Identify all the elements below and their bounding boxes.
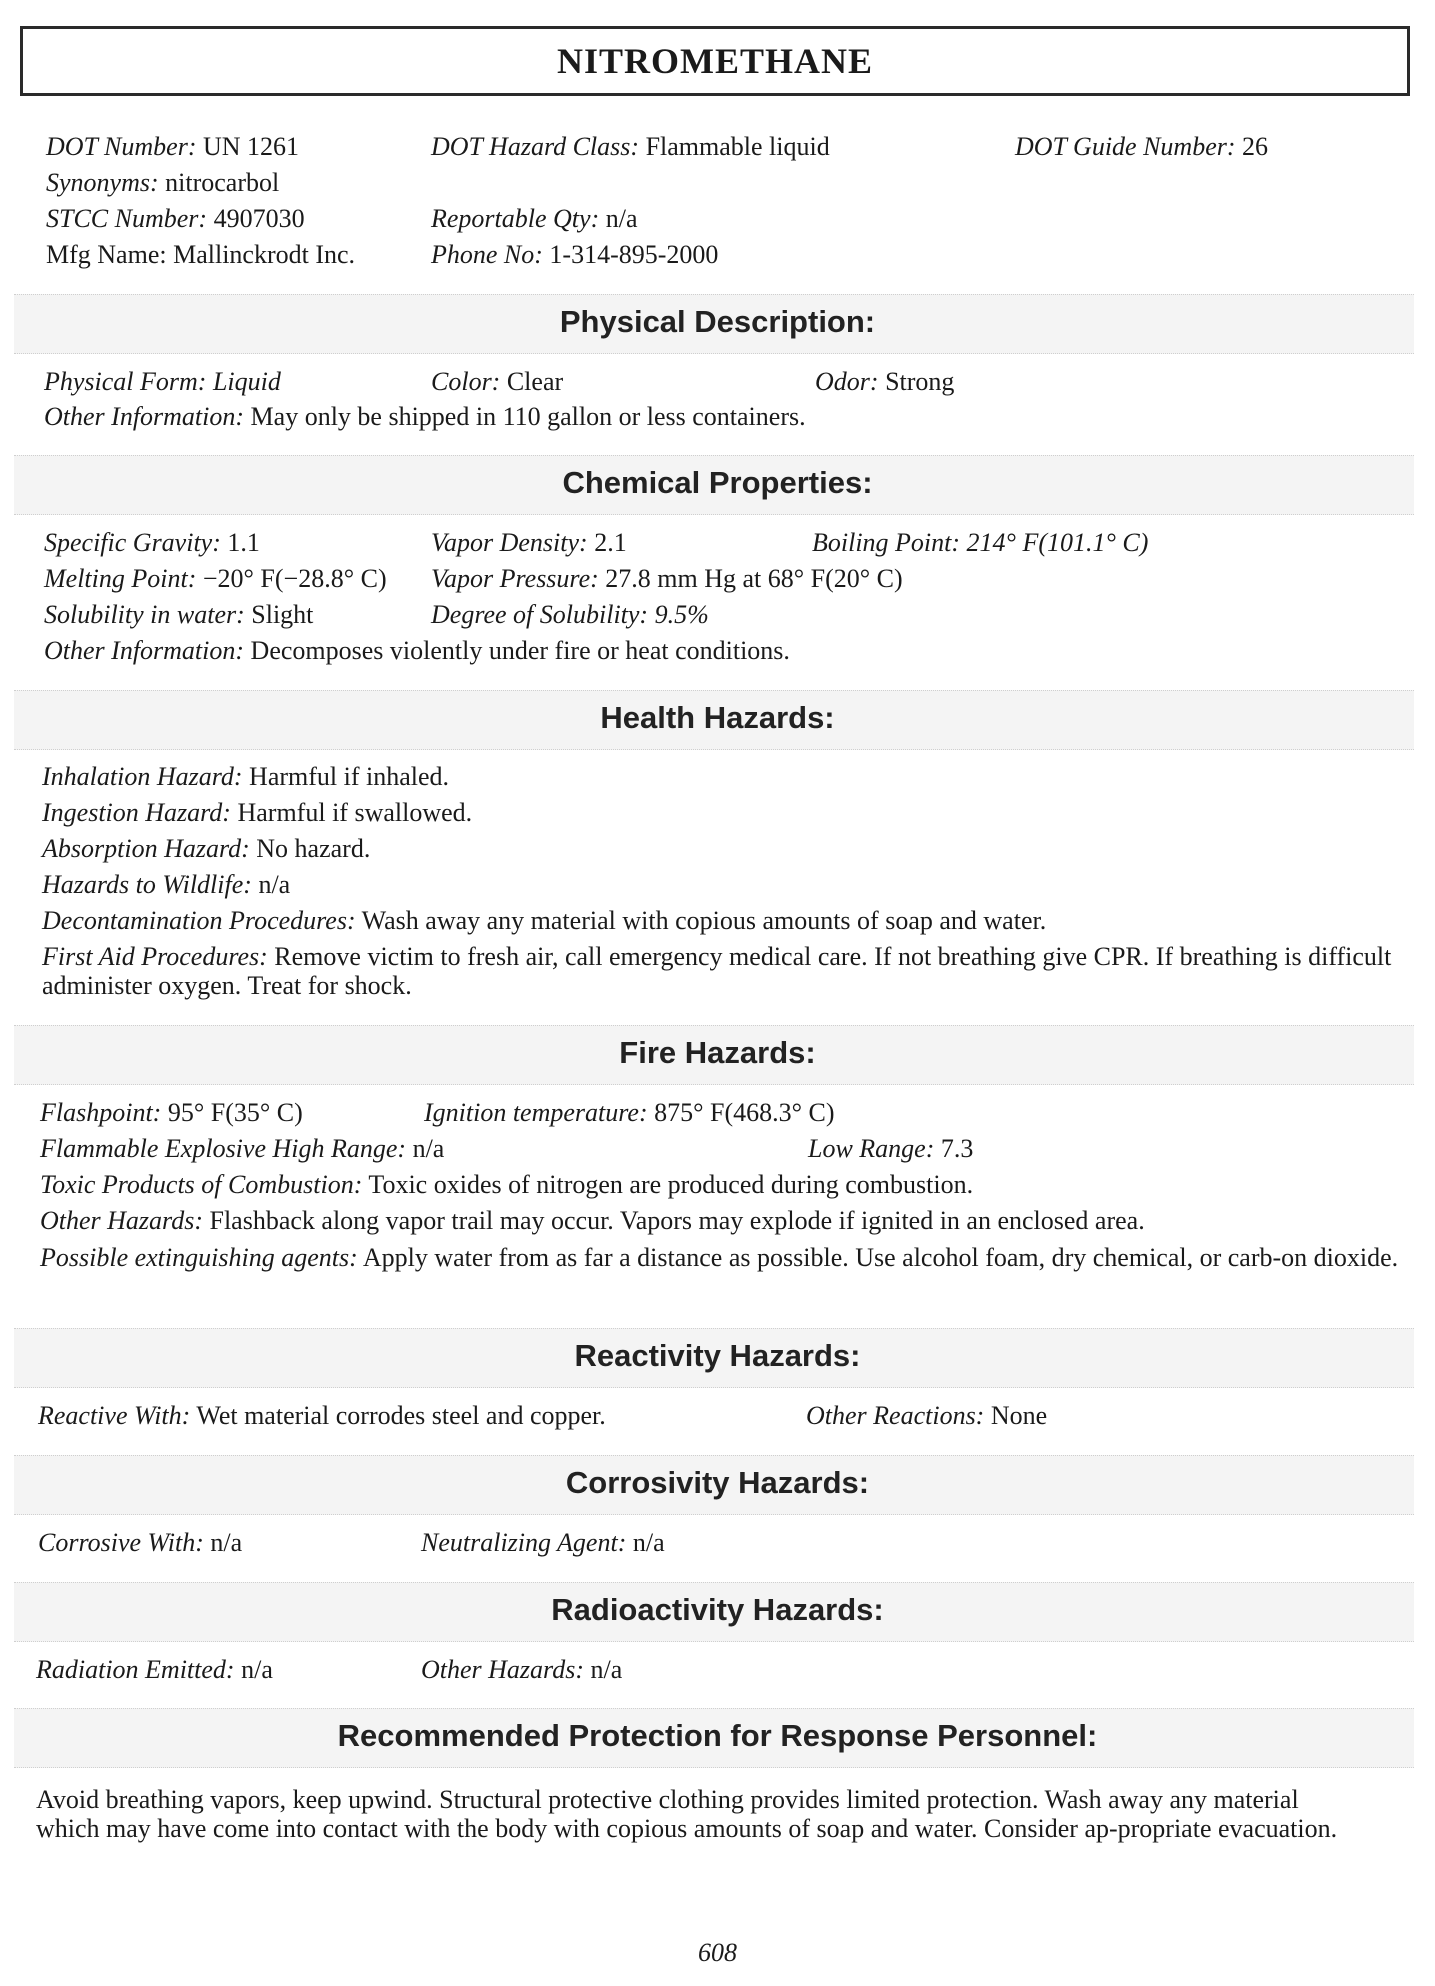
phone-no-label: Phone No: — [431, 240, 543, 269]
low-range-value: 7.3 — [940, 1134, 974, 1163]
fire-other-hazards-label: Other Hazards: — [40, 1206, 203, 1235]
ingestion-hazard-value: Harmful if swallowed. — [237, 798, 473, 827]
inhalation-hazard-value: Harmful if inhaled. — [249, 762, 450, 791]
color-value: Clear — [506, 367, 564, 396]
first-aid-field — [42, 942, 1402, 1000]
page-number: 608 — [698, 1938, 737, 1967]
first-aid-value: Remove victim to fresh air, call emergency medical care. If not breathing give CPR. If breathing is difficult administer oxygen. Treat for shock. — [42, 942, 1392, 1000]
dot-hazard-class-label: DOT Hazard Class: — [431, 132, 640, 161]
radio-other-hazards-label: Other Hazards: — [421, 1655, 584, 1684]
melting-point-field — [44, 563, 387, 595]
fire-hazards-heading: Fire Hazards: — [619, 1035, 816, 1070]
absorption-hazard-field — [42, 833, 370, 865]
degree-solubility-label: Degree of Solubility: — [431, 600, 649, 629]
odor-label: Odor: — [815, 367, 879, 396]
dot-guide-number-value: 26 — [1242, 132, 1269, 161]
radio-other-hazards-value: n/a — [590, 1655, 623, 1684]
ignition-temperature-field — [424, 1097, 835, 1129]
reportable-qty-field — [431, 203, 638, 235]
boiling-point-field — [812, 527, 1148, 559]
flashpoint-value: 95° F(35° C) — [167, 1098, 303, 1127]
dot-hazard-class-value: Flammable liquid — [645, 132, 830, 161]
radiation-emitted-label: Radiation Emitted: — [36, 1655, 235, 1684]
flashpoint-field — [40, 1097, 303, 1129]
radio-other-hazards-field — [421, 1654, 622, 1686]
ignition-temperature-value: 875° F(468.3° C) — [654, 1098, 835, 1127]
absorption-hazard-value: No hazard. — [256, 834, 371, 863]
solubility-field — [44, 599, 313, 631]
corrosive-with-field — [38, 1527, 242, 1559]
radiation-emitted-value: n/a — [241, 1655, 273, 1684]
inhalation-hazard-label: Inhalation Hazard: — [42, 762, 243, 791]
synonyms-label: Synonyms: — [46, 168, 159, 197]
protection-text: Avoid breathing vapors, keep upwind. Structural protective clothing provides limited protection. Wash away any material which may have come into contact with the body with copious amounts of soap and water. Consider ap-propriate evacuation. — [36, 1785, 1338, 1843]
physical-other-info-label: Other Information: — [44, 402, 245, 431]
decontamination-label: Decontamination Procedures: — [42, 906, 356, 935]
low-range-label: Low Range: — [808, 1134, 935, 1163]
chemical-other-info-label: Other Information: — [44, 636, 245, 665]
toxic-products-label: Toxic Products of Combustion: — [40, 1170, 363, 1199]
decontamination-value: Wash away any material with copious amounts of soap and water. — [361, 906, 1047, 935]
synonyms-field — [46, 167, 279, 199]
odor-value: Strong — [885, 367, 955, 396]
physical-other-info-value: May only be shipped in 110 gallon or less containers. — [250, 402, 806, 431]
stcc-number-field — [46, 203, 305, 235]
fire-other-hazards-value: Flashback along vapor trail may occur. Vapors may explode if ignited in an enclosed area. — [209, 1206, 1145, 1235]
degree-solubility-field — [431, 599, 709, 631]
vapor-pressure-value: 27.8 mm Hg at 68° F(20° C) — [605, 564, 903, 593]
ignition-temperature-label: Ignition temperature: — [424, 1098, 648, 1127]
absorption-hazard-label: Absorption Hazard: — [42, 834, 250, 863]
specific-gravity-field — [44, 527, 260, 559]
extinguishing-agents-label: Possible extinguishing agents: — [40, 1243, 358, 1272]
health-hazards-heading: Health Hazards: — [600, 700, 835, 735]
protection-heading: Recommended Protection for Response Personnel: — [337, 1718, 1098, 1753]
vapor-pressure-label: Vapor Pressure: — [431, 564, 599, 593]
dot-number-value: UN 1261 — [202, 132, 300, 161]
specific-gravity-label: Specific Gravity: — [44, 528, 221, 557]
phone-no-value: 1-314-895-2000 — [549, 240, 719, 269]
reactive-with-value: Wet material corrodes steel and copper. — [196, 1401, 606, 1430]
solubility-value: Slight — [251, 600, 314, 629]
low-range-field — [808, 1133, 973, 1165]
first-aid-label: First Aid Procedures: — [42, 942, 268, 971]
corrosivity-hazards-heading: Corrosivity Hazards: — [565, 1465, 870, 1500]
dot-number-field — [46, 131, 299, 163]
degree-solubility-value: 9.5% — [654, 600, 709, 629]
boiling-point-label: Boiling Point: — [812, 528, 961, 557]
chemical-other-info-value: Decomposes violently under fire or heat conditions. — [250, 636, 790, 665]
mfg-name-label: Mfg Name: — [46, 240, 167, 269]
toxic-products-value: Toxic oxides of nitrogen are produced during combustion. — [368, 1170, 974, 1199]
odor-field — [815, 366, 954, 398]
inhalation-hazard-field — [42, 761, 449, 793]
reactivity-hazards-heading: Reactivity Hazards: — [574, 1338, 861, 1373]
physical-form-value: Liquid — [212, 367, 281, 396]
dot-guide-number-label: DOT Guide Number: — [1015, 132, 1236, 161]
color-field — [431, 366, 563, 398]
vapor-density-label: Vapor Density: — [431, 528, 588, 557]
neutralizing-agent-label: Neutralizing Agent: — [421, 1528, 627, 1557]
ingestion-hazard-field — [42, 797, 472, 829]
dot-guide-number-field — [1015, 131, 1268, 163]
wildlife-hazard-label: Hazards to Wildlife: — [42, 870, 252, 899]
other-reactions-value: None — [990, 1401, 1048, 1430]
neutralizing-agent-field — [421, 1527, 665, 1559]
vapor-pressure-field — [431, 563, 903, 595]
high-range-label: Flammable Explosive High Range: — [40, 1134, 407, 1163]
mfg-name-field — [46, 239, 355, 271]
high-range-value: n/a — [412, 1134, 445, 1163]
high-range-field — [40, 1133, 444, 1165]
fire-other-hazards-field — [40, 1205, 1145, 1237]
stcc-number-label: STCC Number: — [46, 204, 208, 233]
extinguishing-agents-field — [40, 1243, 1402, 1272]
dot-number-label: DOT Number: — [46, 132, 197, 161]
wildlife-hazard-field — [42, 869, 290, 901]
radioactivity-hazards-heading: Radioactivity Hazards: — [551, 1592, 884, 1627]
phone-no-field — [431, 239, 718, 271]
physical-description-heading: Physical Description: — [559, 304, 876, 339]
other-reactions-field — [806, 1400, 1047, 1432]
title-box — [20, 26, 1410, 96]
toxic-products-field — [40, 1169, 973, 1201]
chemical-properties-heading: Chemical Properties: — [562, 465, 873, 500]
ingestion-hazard-label: Ingestion Hazard: — [42, 798, 231, 827]
neutralizing-agent-value: n/a — [632, 1528, 665, 1557]
chemical-other-info-field — [44, 635, 790, 667]
synonyms-value: nitrocarbol — [165, 168, 280, 197]
reactive-with-field — [38, 1400, 606, 1432]
physical-other-info-field — [44, 401, 806, 433]
vapor-density-field — [431, 527, 627, 559]
flashpoint-label: Flashpoint: — [40, 1098, 162, 1127]
physical-form-field — [44, 366, 281, 398]
mfg-name-value: Mallinckrodt Inc. — [173, 240, 356, 269]
extinguishing-agents-value: Apply water from as far a distance as possible. Use alcohol foam, dry chemical, or carb-on dioxide. — [362, 1243, 1399, 1272]
decontamination-field — [42, 905, 1046, 937]
page-title: NITROMETHANE — [556, 41, 874, 81]
other-reactions-label: Other Reactions: — [806, 1401, 985, 1430]
wildlife-hazard-value: n/a — [258, 870, 291, 899]
boiling-point-value: 214° F(101.1° C) — [966, 528, 1149, 557]
color-label: Color: — [431, 367, 501, 396]
corrosive-with-value: n/a — [210, 1528, 243, 1557]
specific-gravity-value: 1.1 — [227, 528, 260, 557]
physical-form-label: Physical Form: — [44, 367, 207, 396]
stcc-number-value: 4907030 — [213, 204, 305, 233]
vapor-density-value: 2.1 — [594, 528, 627, 557]
corrosive-with-label: Corrosive With: — [38, 1528, 204, 1557]
dot-hazard-class-field — [431, 131, 830, 163]
reactive-with-label: Reactive With: — [38, 1401, 191, 1430]
solubility-label: Solubility in water: — [44, 600, 245, 629]
melting-point-label: Melting Point: — [44, 564, 197, 593]
reportable-qty-value: n/a — [605, 204, 638, 233]
radiation-emitted-field — [36, 1654, 273, 1686]
melting-point-value: −20° F(−28.8° C) — [202, 564, 387, 593]
reportable-qty-label: Reportable Qty: — [431, 204, 600, 233]
